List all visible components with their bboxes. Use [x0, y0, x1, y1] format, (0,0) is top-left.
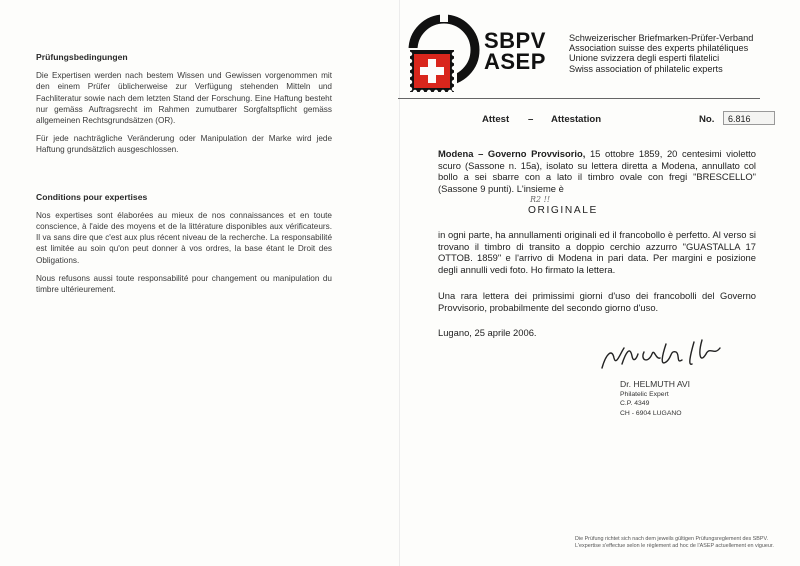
- signer-block: [620, 380, 690, 418]
- handwritten-annotation: R2 !!: [530, 195, 551, 204]
- signer-name: Dr. HELMUTH AVI: [620, 379, 691, 389]
- description-paragraph-1: [438, 148, 756, 194]
- signer-title: Philatelic Expert: [620, 390, 669, 398]
- brand-wordmark: [484, 30, 546, 72]
- assoc-en: Swiss association of philatelic experts: [569, 63, 723, 74]
- assoc-it: Unione svizzera degli esperti filatelici: [569, 53, 720, 64]
- description-title: Modena – Governo Provvisorio,: [438, 148, 586, 159]
- header-rule: [398, 98, 760, 99]
- footer-line-1: Die Prüfung richtet sich nach dem jeweils gültigen Prüfungsreglement des SBPV.: [575, 536, 769, 542]
- footer-line-2: L'expertise s'effectue selon le règlement ad hoc de l'ASEP actuellement en vigueur.: [575, 542, 774, 549]
- fold-line: [399, 0, 400, 566]
- place-date: Lugano, 25 aprile 2006.: [438, 327, 537, 338]
- fr-conditions-paragraph-2: Nous refusons aussi toute responsabilité pour changement ou manipulation du timbre ultérieurement.: [36, 273, 332, 295]
- de-conditions-paragraph-1: Die Expertisen werden nach bestem Wissen und Gewissen vorgenommen mit den einem Prüfer üblicherweise zur Verfügung stehenden Mitteln und Fachliteratur sowie nach dem letzten Stand der Forschung. Eine Haftung besteht nur gemäss Auftragsrecht im Rahmen zumutbarer Sorgfaltspflicht gemäss allgemeinen Rechtsgrundsätzen (OR).: [36, 71, 332, 126]
- attestation-label: Attestation: [551, 114, 602, 125]
- assoc-de: Schweizerischer Briefmarken-Prüfer-Verband: [569, 33, 754, 43]
- description-paragraph-3: Una rara lettera dei primissimi giorni d'uso dei francobolli del Governo Provvisorio, probabilmente del secondo giorno d'uso.: [438, 290, 756, 313]
- fr-conditions-heading: Conditions pour expertises: [36, 191, 148, 202]
- de-conditions-heading: Prüfungsbedingungen: [36, 52, 128, 62]
- originale-verdict: ORIGINALE: [528, 205, 598, 216]
- attest-dash: –: [528, 114, 534, 125]
- signer-po-box: C.P. 4349: [620, 400, 650, 408]
- fr-conditions-paragraph-1: Nos expertises sont élaborées au mieux de nos connaissances et en toute conscience, à l'aide des moyens et de la littérature disponibles aux vérificateurs. Il va sans dire que c'est aux plus récent niveau de la recherche. La responsabilité est limitée au soin qu'on peut donner à vos ordres, la base étant le Droit des Obligations.: [36, 210, 332, 265]
- conditions-column: [36, 52, 332, 302]
- description-text: 15 ottobre 1859, 20 centesimi violetto scuro (Sassone n. 15a), isolato su lettera diretta a Modena, annullato col bollo a sei sbarre con a lato il timbro ovale con fregi "BRESCELLO" (Sassone 9 punti). L'insieme è: [438, 148, 756, 194]
- signer-city: CH - 6904 LUGANO: [620, 409, 682, 417]
- attest-label: Attest: [482, 114, 510, 125]
- footer-note: [575, 536, 774, 549]
- brand-sbpv: SBPV: [484, 28, 546, 53]
- certificate-number: 6.816: [728, 114, 751, 124]
- assoc-fr: Association suisse des experts philatéliques: [569, 43, 749, 54]
- number-label: No.: [699, 114, 715, 125]
- signature-icon: [596, 334, 746, 378]
- de-conditions-paragraph-2: Für jede nachträgliche Veränderung oder Manipulation der Marke wird jede Haftung grundsätzlich ausgeschlossen.: [36, 134, 332, 155]
- association-names: [569, 33, 753, 74]
- brand-asep: ASEP: [484, 49, 546, 74]
- description-paragraph-2: in ogni parte, ha annullamenti originali ed il francobollo è perfetto. Al verso si trovano il timbro di transito a doppio cerchio azzurro "GUASTALLA 17 OTTOB. 1859" e l'arrivo di Modena in pari data. Per margini e posizione degli annulli vedi foto. Ho firmato la lettera.: [438, 229, 756, 275]
- swiss-cross-stamp-icon: [402, 12, 486, 98]
